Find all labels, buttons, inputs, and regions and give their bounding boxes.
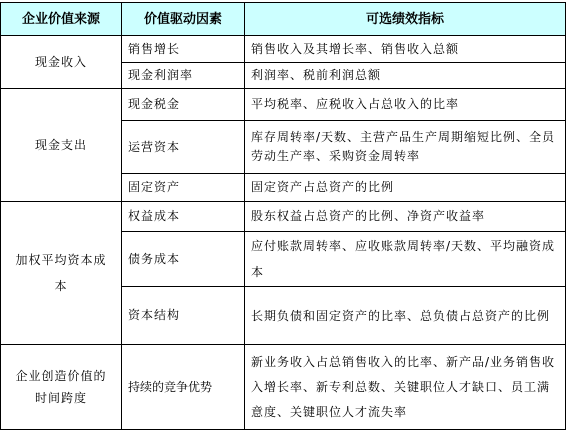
driver-capital-structure: [122, 287, 244, 344]
grid-line-g1-bottom: [0, 88, 566, 89]
grid-line-g2-bottom: [0, 201, 566, 202]
driver-cash-margin: [122, 63, 244, 88]
header-metrics: [245, 3, 565, 35]
header-value-driver-text: 价值驱动因素: [143, 11, 222, 27]
grid-line-col1: [121, 2, 122, 430]
metric-competitive-advantage-text: 新业务收入占总销售收入的比率、新产品/业务销售收入增长率、新专利总数、关键职位人才缺口、员工满意度、关键职位人才流失率: [251, 354, 556, 419]
driver-working-capital: [122, 121, 244, 173]
metric-debt-cost: [245, 232, 565, 286]
grid-line-header-bottom: [0, 35, 566, 36]
driver-competitive-advantage: [122, 345, 244, 429]
driver-equity-cost: [122, 202, 244, 231]
grid-line-g1-mid: [121, 62, 566, 63]
metric-capital-structure: [245, 287, 565, 344]
grid-line-g3-b: [121, 286, 566, 287]
driver-equity-cost-text: 权益成本: [128, 209, 181, 223]
metric-cash-margin-text: 利润率、税前利润总额: [251, 68, 382, 82]
grid-line-g2-a: [121, 120, 566, 121]
metric-fixed-assets-text: 固定资产占总资产的比例: [251, 180, 395, 194]
driver-working-capital-text: 运营资本: [128, 139, 181, 154]
driver-cash-tax: [122, 89, 244, 120]
grid-line-top: [0, 2, 566, 3]
driver-competitive-advantage-text: 持续的竞争优势: [128, 379, 213, 394]
header-value-driver: [122, 3, 244, 35]
metric-debt-cost-text: 应付账款周转率、应收账款周转率/天数、平均融资成本: [251, 239, 556, 279]
source-wacc-text: 加权平均资本成本: [15, 253, 107, 293]
driver-sales-growth-text: 销售增长: [128, 41, 181, 56]
driver-sales-growth: [122, 36, 244, 62]
source-cash-expense: [1, 89, 121, 201]
grid-line-g2-b: [121, 173, 566, 174]
grid-line-col2: [244, 2, 245, 430]
grid-line-bottom: [0, 429, 566, 430]
metric-sales-growth: [245, 36, 565, 62]
grid-line-right: [565, 2, 566, 430]
metric-working-capital-text: 库存周转率/天数、主营产品生产周期缩短比例、全员劳动生产率、采购资金周转率: [251, 130, 556, 163]
grid-line-left: [0, 2, 1, 430]
header-metrics-text: 可选绩效指标: [365, 11, 444, 27]
metric-working-capital: [245, 121, 565, 173]
metric-cash-tax: [245, 89, 565, 120]
source-cash-income-text: 现金收入: [34, 54, 87, 69]
source-time-horizon-text: 企业创造价值的时间跨度: [15, 369, 107, 405]
driver-cash-margin-text: 现金利润率: [128, 68, 194, 82]
driver-cash-tax-text: 现金税金: [128, 97, 181, 111]
metric-cash-margin: [245, 63, 565, 88]
source-wacc: [1, 202, 121, 344]
grid-line-g3-a: [121, 231, 566, 232]
driver-capital-structure-text: 资本结构: [128, 308, 181, 322]
header-value-source-text: 企业价值来源: [21, 11, 100, 27]
metric-equity-cost-text: 股东权益占总资产的比例、净资产收益率: [251, 209, 486, 223]
source-time-horizon: [1, 345, 121, 429]
grid-line-g3-bottom: [0, 344, 566, 345]
metric-equity-cost: [245, 202, 565, 231]
metric-competitive-advantage: [245, 345, 565, 429]
metric-cash-tax-text: 平均税率、应税收入占总收入的比率: [251, 97, 460, 111]
driver-debt-cost: [122, 232, 244, 286]
driver-fixed-assets-text: 固定资产: [128, 180, 181, 194]
metric-sales-growth-text: 销售收入及其增长率、销售收入总额: [251, 41, 460, 56]
driver-debt-cost-text: 债务成本: [128, 251, 181, 266]
metric-fixed-assets: [245, 174, 565, 201]
source-cash-expense-text: 现金支出: [34, 137, 87, 152]
source-cash-income: [1, 36, 121, 88]
header-value-source: [1, 3, 121, 35]
driver-fixed-assets: [122, 174, 244, 201]
metric-capital-structure-text: 长期负债和固定资产的比率、总负债占总资产的比例: [251, 308, 551, 323]
